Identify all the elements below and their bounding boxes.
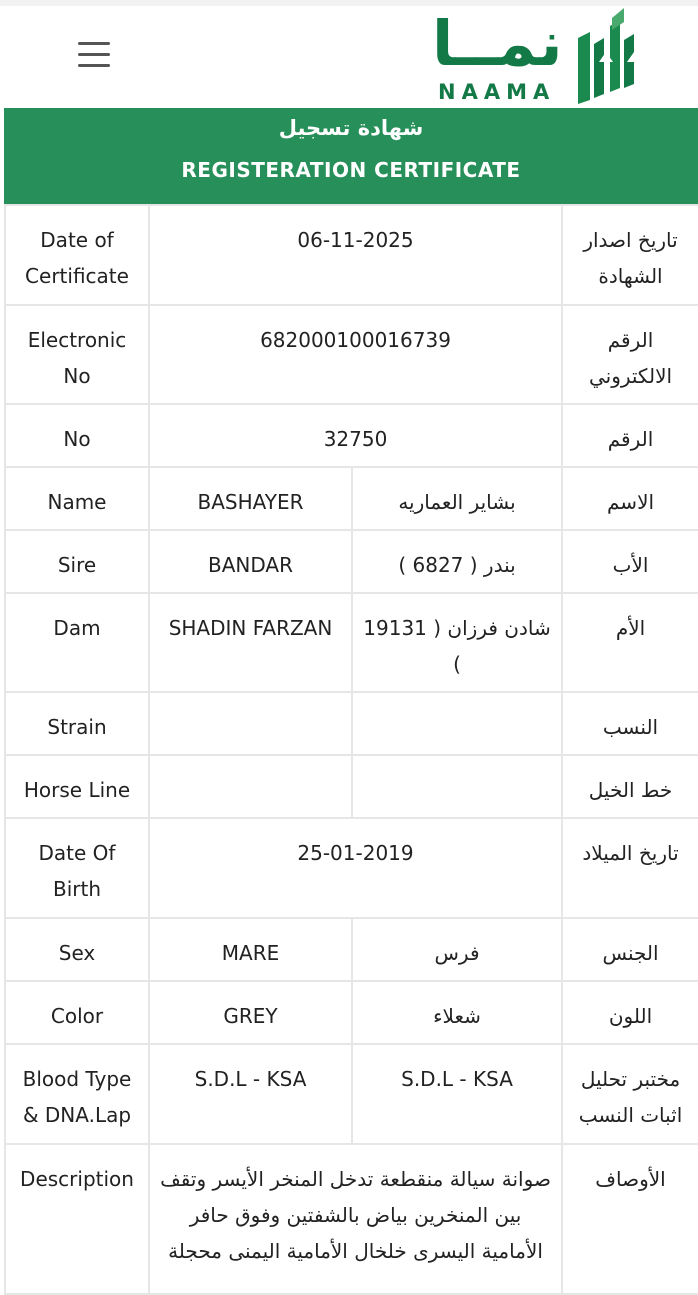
label-en: Dam (5, 593, 149, 692)
value-en: GREY (149, 981, 352, 1044)
value-ar: شادن فرزان ( 19131 ) (352, 593, 562, 692)
value-ar: فرس (352, 918, 562, 981)
label-ar: النسب (562, 692, 698, 755)
top-bar (0, 0, 698, 108)
label-en: Color (5, 981, 149, 1044)
logo-arabic-text: نمــا (432, 7, 563, 80)
value-en: MARE (149, 918, 352, 981)
table-row (5, 1144, 698, 1294)
value-en: S.D.L - KSA (149, 1044, 352, 1144)
label-ar: تاريخ اصدار الشهادة (562, 205, 698, 305)
value-ar (352, 692, 562, 755)
description-text: صوانة سيالة منقطعة تدخل المنخر الأيسر وتقف بين المنخرين بياض بالشفتين وفوق حافر الأمامية اليسرى خلخال الأمامية اليمنى محجلة (149, 1144, 562, 1294)
value: 06-11-2025 (149, 205, 562, 305)
table-row (5, 530, 698, 593)
label-ar: الرقم الالكتروني (562, 305, 698, 404)
value: 32750 (149, 404, 562, 467)
table-row (5, 918, 698, 981)
value-ar: شعلاء (352, 981, 562, 1044)
value-en: BANDAR (149, 530, 352, 593)
value-ar: بندر ( 6827 ) (352, 530, 562, 593)
label-en: Date of Certificate (5, 205, 149, 305)
value: 25-01-2019 (149, 818, 562, 918)
banner-title-arabic: شهادة تسجيل (278, 116, 424, 140)
table-row (5, 818, 698, 918)
value-ar (352, 755, 562, 818)
menu-icon[interactable] (78, 42, 110, 68)
label-en: Sire (5, 530, 149, 593)
table-row (5, 1044, 698, 1144)
label-en: Description (5, 1144, 149, 1294)
label-en: Date Of Birth (5, 818, 149, 918)
label-en: Blood Type & DNA.Lap (5, 1044, 149, 1144)
label-ar: الجنس (562, 918, 698, 981)
label-en: Electronic No (5, 305, 149, 404)
label-en: Strain (5, 692, 149, 755)
label-ar: اللون (562, 981, 698, 1044)
value: 682000100016739 (149, 305, 562, 404)
table-row (5, 692, 698, 755)
label-ar: الرقم (562, 404, 698, 467)
label-en: Horse Line (5, 755, 149, 818)
label-ar: الأوصاف (562, 1144, 698, 1294)
label-en: Sex (5, 918, 149, 981)
logo-mark-icon (572, 8, 652, 104)
table-row (5, 305, 698, 404)
table-row (5, 404, 698, 467)
label-en: No (5, 404, 149, 467)
value-en: SHADIN FARZAN (149, 593, 352, 692)
table-row (5, 467, 698, 530)
table-row (5, 981, 698, 1044)
table-row (5, 205, 698, 305)
label-ar: الاسم (562, 467, 698, 530)
label-ar: خط الخيل (562, 755, 698, 818)
value-lab: S.D.L - KSA (352, 1044, 562, 1144)
naama-logo[interactable] (432, 8, 657, 106)
logo-english-text: NAAMA (438, 80, 556, 104)
label-ar: مختبر تحليل اثبات النسب (562, 1044, 698, 1144)
label-ar: الأب (562, 530, 698, 593)
table-row (5, 593, 698, 692)
certificate-table (4, 204, 698, 1295)
table-row (5, 755, 698, 818)
value-ar: بشاير العماريه (352, 467, 562, 530)
value-en: BASHAYER (149, 467, 352, 530)
certificate-banner (4, 108, 698, 204)
value-en (149, 755, 352, 818)
value-en (149, 692, 352, 755)
label-en: Name (5, 467, 149, 530)
label-ar: تاريخ الميلاد (562, 818, 698, 918)
banner-title-english: REGISTERATION CERTIFICATE (181, 158, 521, 182)
label-ar: الأم (562, 593, 698, 692)
